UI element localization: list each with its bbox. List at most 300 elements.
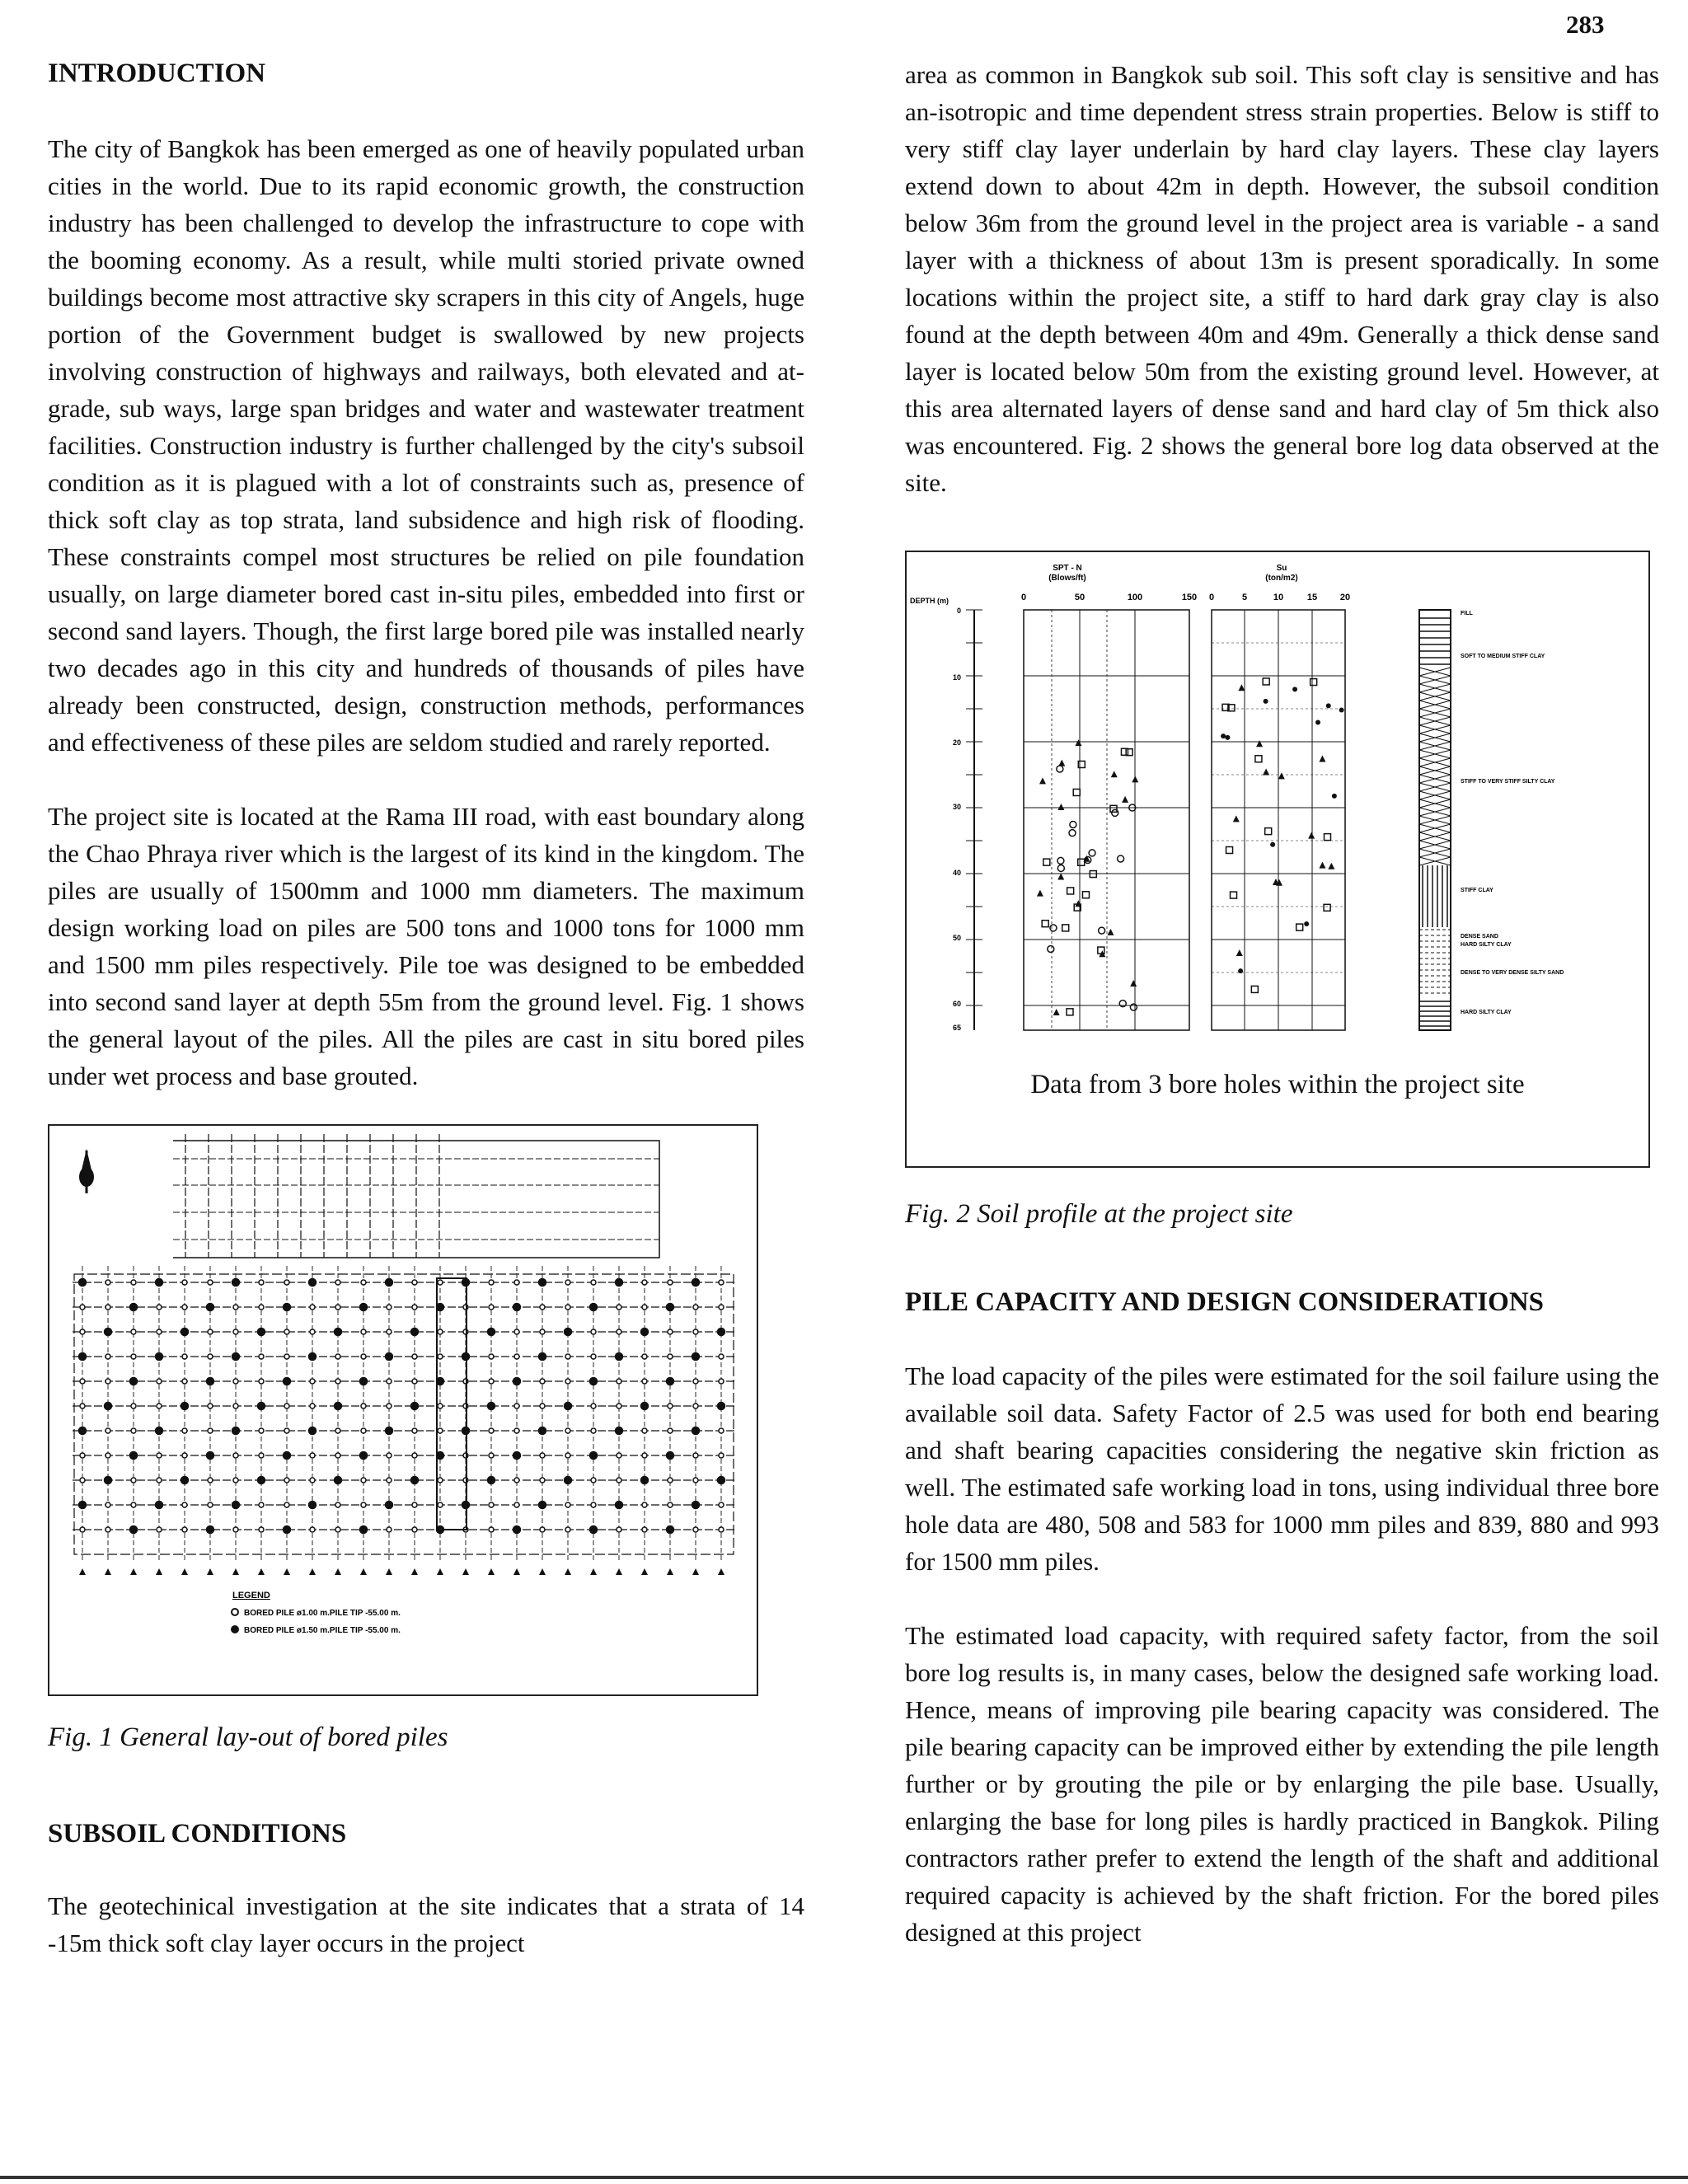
- pile-marker: [310, 1453, 315, 1458]
- depth-label: DEPTH (m): [910, 597, 949, 605]
- pile-marker: [182, 1280, 187, 1285]
- pile-marker: [489, 1428, 494, 1433]
- pile-marker: [693, 1329, 698, 1334]
- pile-marker: [719, 1428, 724, 1433]
- pile-marker: [259, 1453, 264, 1458]
- boundary-marker: [565, 1568, 571, 1575]
- pile-marker: [208, 1428, 213, 1433]
- pile-marker: [232, 1427, 240, 1435]
- pile-marker: [514, 1354, 519, 1359]
- pile-marker: [182, 1428, 187, 1433]
- pile-marker: [692, 1353, 700, 1361]
- pile-marker: [309, 1353, 316, 1361]
- pile-marker: [489, 1527, 494, 1532]
- pile-marker: [284, 1428, 289, 1433]
- pile-marker: [80, 1379, 85, 1384]
- pile-marker: [208, 1329, 213, 1334]
- pile-marker: [641, 1477, 649, 1484]
- pile-marker: [539, 1353, 546, 1361]
- fig1-legend-2: BORED PILE ø1.50 m.PILE TIP -55.00 m.: [244, 1626, 401, 1635]
- pile-marker: [208, 1404, 213, 1408]
- pile-marker: [514, 1478, 519, 1483]
- pile-marker: [208, 1354, 213, 1359]
- pile-heading: PILE CAPACITY AND DESIGN CONSIDERATIONS: [905, 1287, 1545, 1317]
- pile-marker: [641, 1403, 649, 1410]
- spt-data-square: [1121, 748, 1128, 755]
- pile-marker: [157, 1478, 162, 1483]
- pile-marker: [131, 1428, 136, 1433]
- pile-marker: [106, 1280, 110, 1285]
- legend-1500mm-symbol: [231, 1625, 239, 1633]
- subsoil-paragraph-1b: area as common in Bangkok sub soil. This soft clay is sensitive and has an-isotropic and time dependent stress strain properties. Below is stiff to very stiff clay layer underlain by hard clay layers. These clay layers extend down to about 42m in depth. However, the subsoil condition below 36m from the ground level in the project area is variable - a sand layer with a thickness of about 13m is present sporadically. In some locations within the project site, a stiff to hard dark gray clay is also found at the depth between 40m and 49m. Generally a thick dense sand layer is located below 50m from the existing ground level. However, at this area alternated layers of dense sand and hard clay of 5m thick also was encountered. Fig. 2 shows the general bore log data observed at the site.: [905, 60, 1659, 497]
- fig1-legend-title: LEGEND: [232, 1591, 270, 1601]
- pile-marker: [284, 1452, 291, 1460]
- spt-data-square: [1067, 1009, 1073, 1015]
- pile-marker: [131, 1354, 136, 1359]
- boundary-marker: [462, 1568, 469, 1575]
- pile-marker: [130, 1452, 138, 1460]
- depth-tick-0: 0: [956, 607, 961, 615]
- spt-data-triangle: [1075, 739, 1081, 746]
- pile-marker: [157, 1404, 162, 1408]
- boundary-marker: [437, 1568, 443, 1575]
- pile-marker: [258, 1329, 265, 1336]
- spt-data-square: [1067, 888, 1074, 894]
- pile-marker: [565, 1379, 570, 1384]
- depth-tick-30: 30: [952, 803, 961, 811]
- pile-marker: [259, 1379, 264, 1384]
- pile-marker: [284, 1526, 291, 1534]
- pile-marker: [438, 1478, 443, 1483]
- pile-marker: [565, 1305, 570, 1310]
- spt-data-triangle: [1057, 873, 1064, 879]
- pile-marker: [207, 1452, 214, 1460]
- pile-marker: [590, 1452, 598, 1460]
- pile-marker: [80, 1305, 85, 1310]
- spt-data-triangle: [1130, 980, 1137, 987]
- pile-marker: [130, 1526, 138, 1534]
- pile-marker: [182, 1502, 187, 1507]
- pile-marker: [667, 1378, 674, 1385]
- su-data-square: [1324, 904, 1330, 911]
- pile-marker: [642, 1502, 647, 1507]
- pile-marker: [131, 1478, 136, 1483]
- su-data-square: [1255, 756, 1262, 762]
- pile-marker: [693, 1453, 698, 1458]
- pile-marker: [667, 1452, 674, 1460]
- su-data-dot: [1238, 968, 1243, 973]
- su-tick-0: 0: [1208, 593, 1215, 602]
- su-data-square: [1265, 828, 1272, 835]
- fig2-inner-caption: Data from 3 bore holes within the project site: [1030, 1070, 1525, 1099]
- boundary-marker: [667, 1568, 673, 1575]
- pile-marker: [693, 1478, 698, 1483]
- pile-marker: [718, 1329, 725, 1336]
- layer-hard-silty-clay-2: HARD SILTY CLAY: [1461, 1010, 1512, 1015]
- pile-marker: [259, 1354, 264, 1359]
- pile-marker: [693, 1305, 698, 1310]
- pile-marker: [565, 1428, 570, 1433]
- pile-marker: [387, 1478, 392, 1483]
- su-data-square: [1324, 834, 1330, 841]
- lower-block-outline: [74, 1274, 734, 1554]
- fig1-layout-drawing: [48, 1124, 758, 1696]
- spt-data-triangle: [1057, 804, 1064, 810]
- pile-marker: [131, 1404, 136, 1408]
- spt-data-triangle: [1132, 776, 1138, 782]
- pile-marker: [514, 1404, 519, 1408]
- spt-data-circle: [1099, 927, 1105, 934]
- pile-marker: [157, 1453, 162, 1458]
- spt-data-triangle: [1107, 929, 1114, 935]
- pile-marker: [514, 1280, 519, 1285]
- su-tick-10: 10: [1273, 593, 1284, 602]
- pile-marker: [488, 1477, 495, 1484]
- pile-marker: [668, 1502, 673, 1507]
- pile-marker: [387, 1527, 392, 1532]
- pile-marker: [131, 1502, 136, 1507]
- pile-marker: [718, 1477, 725, 1484]
- pile-marker: [591, 1428, 596, 1433]
- boundary-marker: [616, 1568, 622, 1575]
- pile-marker: [79, 1353, 87, 1361]
- pile-marker: [719, 1354, 724, 1359]
- pile-marker: [387, 1404, 392, 1408]
- pile-marker: [360, 1378, 368, 1385]
- pile-marker: [182, 1354, 187, 1359]
- pile-marker: [182, 1527, 187, 1532]
- spt-data-square: [1082, 892, 1089, 898]
- spt-data-circle: [1070, 822, 1076, 828]
- pile-marker: [590, 1526, 598, 1534]
- layer-soft-clay: SOFT TO MEDIUM STIFF CLAY: [1461, 654, 1545, 659]
- pile-marker: [438, 1280, 443, 1285]
- spt-data-square: [1073, 789, 1080, 795]
- pile-marker: [438, 1428, 443, 1433]
- pile-marker: [438, 1404, 443, 1408]
- pile-marker: [157, 1379, 162, 1384]
- pile-marker: [284, 1378, 291, 1385]
- boundary-marker: [156, 1568, 162, 1575]
- pile-marker: [668, 1280, 673, 1285]
- boundary-marker: [207, 1568, 213, 1575]
- pile-marker: [692, 1502, 700, 1509]
- spt-data-circle: [1048, 945, 1054, 952]
- pile-marker: [540, 1527, 545, 1532]
- intro-heading: INTRODUCTION: [48, 59, 266, 88]
- pile-marker: [233, 1379, 238, 1384]
- spt-data-square: [1090, 871, 1096, 878]
- su-data-triangle: [1308, 832, 1315, 839]
- soil-column: [1419, 610, 1451, 1030]
- su-data-square: [1251, 986, 1258, 992]
- pile-marker: [539, 1279, 546, 1286]
- boundary-marker: [692, 1568, 699, 1575]
- pile-marker: [438, 1329, 443, 1334]
- pile-marker: [309, 1279, 316, 1286]
- pile-marker: [232, 1502, 240, 1509]
- spt-tick-0: 0: [1020, 593, 1027, 602]
- pile-marker: [284, 1304, 291, 1311]
- pile-marker: [387, 1305, 392, 1310]
- spt-data-circle: [1130, 1004, 1137, 1010]
- pile-marker: [386, 1353, 393, 1361]
- pile-marker: [642, 1280, 647, 1285]
- su-data-square: [1311, 679, 1317, 686]
- pile-marker: [514, 1329, 519, 1334]
- spt-data-square: [1042, 921, 1048, 927]
- su-data-triangle: [1256, 740, 1263, 747]
- pile-marker: [258, 1477, 265, 1484]
- pile-marker: [310, 1379, 315, 1384]
- su-tick-5: 5: [1241, 593, 1248, 602]
- su-unit: (ton/m2): [1265, 574, 1298, 583]
- pile-marker: [667, 1526, 674, 1534]
- pile-marker: [412, 1428, 417, 1433]
- layer-hard-silty-clay: HARD SILTY CLAY: [1461, 942, 1512, 948]
- depth-tick-60: 60: [952, 1000, 961, 1008]
- north-arrow-icon: [79, 1149, 94, 1193]
- boundary-marker: [79, 1568, 86, 1575]
- pile-marker: [617, 1478, 621, 1483]
- depth-tick-50: 50: [952, 934, 961, 942]
- pile-marker: [718, 1403, 725, 1410]
- pile-marker: [412, 1379, 417, 1384]
- page-number: 283: [1566, 10, 1605, 39]
- pile-marker: [719, 1379, 724, 1384]
- intro-paragraph-2: The project site is located at the Rama III road, with east boundary along the Chao Phraya river which is the largest of its kind in the kingdom. The piles are usually of 1500mm and 1000 mm diameters. The maximum design working load on piles are 500 tons and 1000 tons for 1000 mm and 1500 mm piles respectively. Pile toe was designed to be embedded into second sand layer at depth 55m from the ground level. Fig. 1 shows the general layout of the piles. All the piles are cast in situ bored piles under wet process and base grouted.: [48, 802, 804, 1090]
- pile-marker: [208, 1478, 213, 1483]
- pile-marker: [80, 1329, 85, 1334]
- pile-marker: [387, 1379, 392, 1384]
- pile-marker: [259, 1305, 264, 1310]
- spt-label: SPT - N: [1053, 564, 1082, 573]
- spt-unit: (Blows/ft): [1048, 574, 1086, 583]
- pile-marker: [616, 1279, 623, 1286]
- pile-marker: [412, 1305, 417, 1310]
- pile-marker: [590, 1378, 598, 1385]
- pile-marker: [540, 1453, 545, 1458]
- pile-marker: [539, 1427, 546, 1435]
- pile-marker: [668, 1404, 673, 1408]
- su-data-dot: [1292, 687, 1297, 691]
- pile-marker: [488, 1329, 495, 1336]
- pile-marker: [130, 1378, 138, 1385]
- spt-data-circle: [1057, 865, 1064, 871]
- pile-marker: [642, 1354, 647, 1359]
- pile-marker: [412, 1502, 417, 1507]
- pile-marker: [181, 1403, 189, 1410]
- pile-marker: [591, 1478, 596, 1483]
- pile-marker: [540, 1379, 545, 1384]
- pile-marker: [540, 1478, 545, 1483]
- pile-marker: [540, 1329, 545, 1334]
- pile-marker: [513, 1452, 521, 1460]
- pile-marker: [156, 1502, 163, 1509]
- su-data-dot: [1326, 703, 1331, 708]
- pile-marker: [182, 1453, 187, 1458]
- su-data-dot: [1221, 733, 1226, 738]
- legend-1000mm-symbol: [232, 1609, 238, 1615]
- pile-marker: [668, 1428, 673, 1433]
- pile-marker: [131, 1280, 136, 1285]
- pile-marker: [207, 1304, 214, 1311]
- depth-tick-40: 40: [952, 869, 961, 877]
- pile-marker: [616, 1353, 623, 1361]
- pile-marker: [360, 1452, 368, 1460]
- pile-marker: [182, 1305, 187, 1310]
- boundary-marker: [284, 1568, 290, 1575]
- right-column: [905, 56, 1659, 1951]
- pile-marker: [361, 1280, 366, 1285]
- pile-marker: [361, 1502, 366, 1507]
- spt-data-circle: [1057, 857, 1064, 864]
- boundary-marker: [181, 1568, 188, 1575]
- pile-marker: [565, 1453, 570, 1458]
- pile-marker: [642, 1379, 647, 1384]
- pile-marker: [310, 1478, 315, 1483]
- pile-marker: [233, 1527, 238, 1532]
- pile-marker: [259, 1428, 264, 1433]
- pile-marker: [80, 1453, 85, 1458]
- pile-marker: [309, 1427, 316, 1435]
- pile-marker: [258, 1403, 265, 1410]
- pile-marker: [106, 1502, 110, 1507]
- layer-stiff-silty-clay: STIFF TO VERY STIFF SILTY CLAY: [1461, 779, 1555, 785]
- pile-paragraph-1: The load capacity of the piles were estimated for the soil failure using the available soil data. Safety Factor of 2.5 was used for both end bearing and shaft bearing capacities considering the negative skin friction as well. The estimated safe working load in tons, using individual three bore hole data are 480, 508 and 583 for 1000 mm piles and 839, 880 and 993 for 1500 mm piles.: [905, 1361, 1659, 1576]
- pile-marker: [565, 1527, 570, 1532]
- pile-marker: [438, 1354, 443, 1359]
- pile-marker: [335, 1403, 342, 1410]
- pile-marker: [411, 1329, 419, 1336]
- pile-marker: [80, 1478, 85, 1483]
- pile-marker: [641, 1329, 649, 1336]
- pile-marker: [156, 1279, 163, 1286]
- pile-layout-plan: [49, 1126, 757, 1694]
- pile-marker: [335, 1354, 340, 1359]
- pile-marker: [591, 1280, 596, 1285]
- pile-marker: [488, 1403, 495, 1410]
- pile-marker: [105, 1477, 112, 1484]
- pile-marker: [514, 1502, 519, 1507]
- spt-tick-150: 150: [1181, 593, 1198, 602]
- su-data-dot: [1264, 699, 1268, 704]
- pile-marker: [412, 1354, 417, 1359]
- pile-marker: [692, 1279, 700, 1286]
- spt-grid-frame: [1024, 610, 1189, 1030]
- pile-marker: [642, 1428, 647, 1433]
- pile-marker: [207, 1526, 214, 1534]
- pile-marker: [131, 1329, 136, 1334]
- pile-marker: [335, 1379, 340, 1384]
- pile-marker: [617, 1404, 621, 1408]
- pile-marker: [335, 1428, 340, 1433]
- su-tick-20: 20: [1339, 593, 1351, 602]
- pile-marker: [386, 1279, 393, 1286]
- pile-marker: [309, 1502, 316, 1509]
- pile-marker: [667, 1304, 674, 1311]
- su-data-dot: [1315, 720, 1320, 725]
- pile-marker: [284, 1502, 289, 1507]
- pile-marker: [130, 1304, 138, 1311]
- spt-data-circle: [1089, 850, 1095, 856]
- pile-marker: [284, 1354, 289, 1359]
- depth-tick-10: 10: [952, 673, 961, 682]
- pile-marker: [106, 1428, 110, 1433]
- pile-marker: [106, 1527, 110, 1532]
- spt-tick-50: 50: [1074, 593, 1085, 602]
- pile-marker: [719, 1280, 724, 1285]
- pile-marker: [259, 1280, 264, 1285]
- su-data-triangle: [1328, 863, 1334, 869]
- spt-tick-100: 100: [1127, 593, 1143, 602]
- pile-marker: [719, 1453, 724, 1458]
- spt-data-square: [1110, 805, 1117, 812]
- pile-marker: [335, 1305, 340, 1310]
- fig1-legend-1: BORED PILE ø1.00 m.PILE TIP -55.00 m.: [244, 1609, 401, 1618]
- pile-marker: [335, 1280, 340, 1285]
- spt-data-triangle: [1122, 796, 1128, 803]
- pile-marker: [233, 1478, 238, 1483]
- intro-paragraph-1: The city of Bangkok has been emerged as one of heavily populated urban cities in the world. Due to its rapid economic growth, the construction industry has been challenged to develop the infrastructure to cope with the booming economy. As a result, while multi storied private owned buildings become most attractive sky scrapers in this city of Angels, huge portion of the Government budget is swallowed by new projects involving construction of highways and railways, both elevated and at-grade, sub ways, large span bridges and water and wastewater treatment facilities. Construction industry is further challenged by the city's subsoil condition as it is plagued with a lot of constraints such as, presence of thick soft clay as top strata, land subsidence and high risk of flooding. These constraints compel most structures be relied on pile foundation usually, on large diameter bored cast in-situ piles, embedded into first or second sand layers. Though, the first large bored pile was installed nearly two decades ago in this city and hundreds of thousands of piles have already been constructed, design, construction methods, performances and effectiveness of these piles are seldom studied and rarely reported.: [48, 134, 804, 757]
- pile-marker: [387, 1329, 392, 1334]
- pile-marker: [719, 1305, 724, 1310]
- boundary-marker: [641, 1568, 648, 1575]
- su-data-square: [1231, 892, 1237, 898]
- boundary-marker: [590, 1568, 597, 1575]
- boundary-marker: [309, 1568, 316, 1575]
- pile-marker: [310, 1329, 315, 1334]
- pile-marker: [207, 1378, 214, 1385]
- pile-marker: [259, 1527, 264, 1532]
- boundary-marker: [513, 1568, 520, 1575]
- fig1-caption: Fig. 1 General lay-out of bored piles: [48, 1722, 448, 1752]
- pile-marker: [182, 1379, 187, 1384]
- spt-data-triangle: [1037, 890, 1043, 897]
- pile-marker: [617, 1379, 621, 1384]
- layer-stiff-clay: STIFF CLAY: [1461, 888, 1493, 893]
- boundary-marker: [360, 1568, 367, 1575]
- pile-marker: [105, 1329, 112, 1336]
- su-data-triangle: [1238, 684, 1245, 691]
- boundary-marker: [718, 1568, 724, 1575]
- pile-marker: [565, 1403, 572, 1410]
- pile-marker: [157, 1329, 162, 1334]
- boundary-marker: [105, 1568, 111, 1575]
- boundary-marker: [130, 1568, 137, 1575]
- layer-dense-silty-sand: DENSE TO VERY DENSE SILTY SAND: [1461, 970, 1564, 976]
- pile-marker: [591, 1329, 596, 1334]
- boundary-marker: [539, 1568, 546, 1575]
- spt-data-square: [1043, 859, 1050, 865]
- pile-marker: [361, 1329, 366, 1334]
- su-data-dot: [1225, 735, 1230, 740]
- pile-marker: [361, 1354, 366, 1359]
- pile-marker: [232, 1279, 240, 1286]
- pile-marker: [335, 1329, 342, 1336]
- boundary-marker: [232, 1568, 239, 1575]
- boundary-marker: [386, 1568, 392, 1575]
- spt-data-circle: [1050, 925, 1057, 931]
- pile-marker: [411, 1403, 419, 1410]
- su-data-dot: [1304, 921, 1309, 926]
- pile-marker: [335, 1477, 342, 1484]
- pile-marker: [489, 1502, 494, 1507]
- subsoil-heading: SUBSOIL CONDITIONS: [48, 1819, 347, 1849]
- su-label: Su: [1276, 564, 1287, 573]
- pile-marker: [719, 1502, 724, 1507]
- pile-marker: [232, 1353, 240, 1361]
